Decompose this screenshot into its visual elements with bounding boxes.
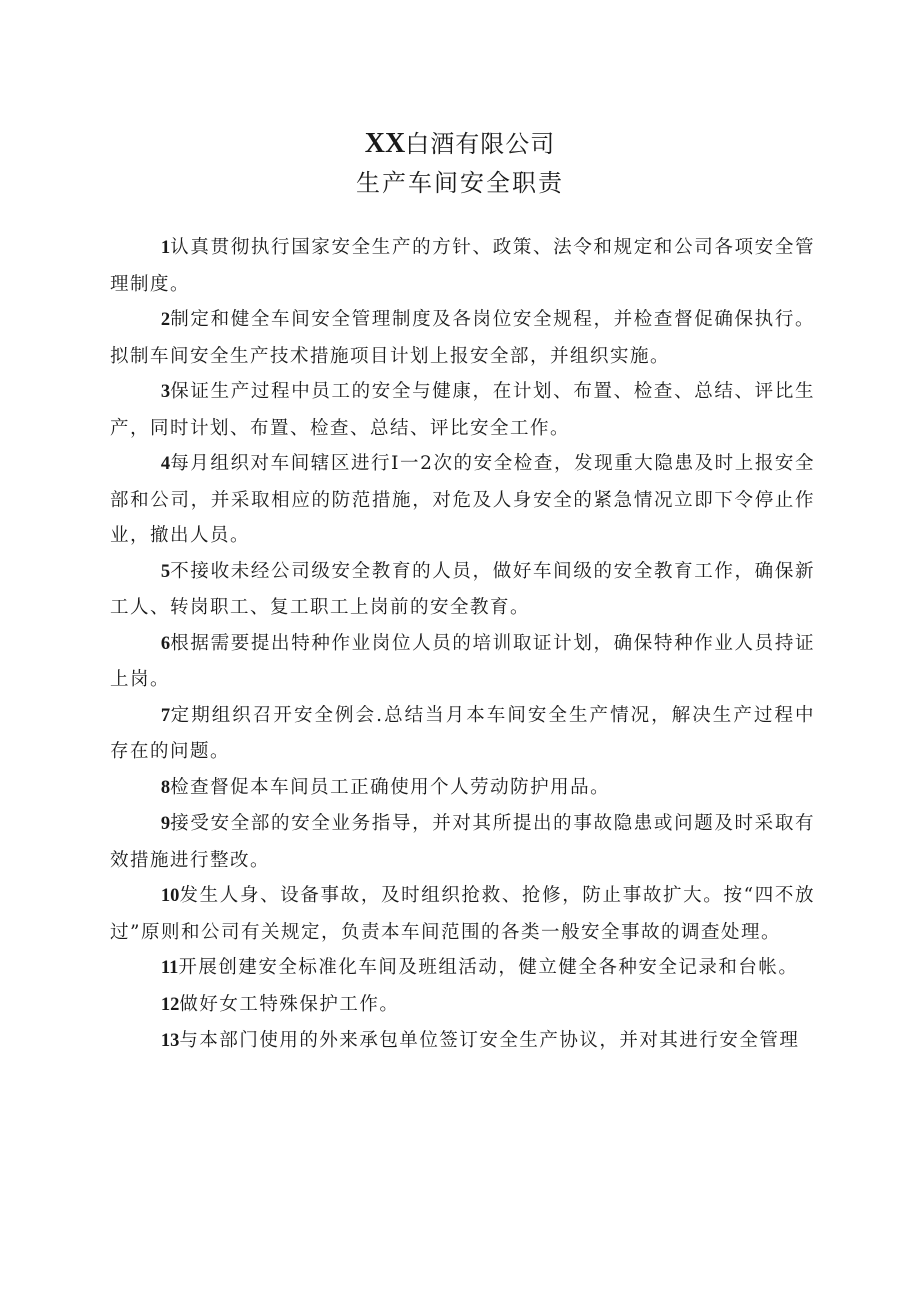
duty-number: 7 <box>160 705 171 726</box>
duty-number: 13 <box>160 1031 180 1051</box>
duty-text: 与本部门使用的外来承包单位签订安全生产协议，并对其进行安全管理 <box>179 1030 800 1051</box>
duty-number: 8 <box>160 777 171 798</box>
duty-text: 做好女工特殊保护工作。 <box>179 993 400 1015</box>
duty-number: 4 <box>160 454 171 474</box>
duty-text: 认真贯彻执行国家安全生产的方针、政策、法令和规定和公司各项安全管理制度。 <box>110 237 815 295</box>
title-block <box>0 125 920 203</box>
duty-number: 6 <box>160 633 171 654</box>
duty-item <box>110 950 815 987</box>
duty-number: 12 <box>160 994 180 1015</box>
duty-text: 定期组织召开安全例会.总结当月本车间安全生产情况，解决生产过程中存在的问题。 <box>110 704 815 762</box>
duty-item <box>110 446 815 554</box>
duty-list <box>110 230 815 1060</box>
duty-item <box>110 878 815 950</box>
duty-number: 5 <box>160 561 171 582</box>
duty-text: 制定和健全车间安全管理制度及各岗位安全规程，并检查督促确保执行。拟制车间安全生产技术措施项目计划上报安全部，并组织实施。 <box>110 309 815 367</box>
duty-number: 9 <box>160 814 171 834</box>
duty-text: 接受安全部的安全业务指导，并对其所提出的事故隐患或问题及时采取有效措施进行整改。 <box>110 813 815 871</box>
duty-item <box>110 806 815 878</box>
duty-number: 11 <box>160 958 179 978</box>
duty-text: 根据需要提出特种作业岗位人员的培训取证计划，确保特种作业人员持证上岗。 <box>110 632 815 690</box>
duty-text: 检查督促本车间员工正确使用个人劳动防护用品。 <box>170 776 611 798</box>
company-name <box>0 125 920 163</box>
duty-text: 每月组织对车间辖区进行I一2次的安全检查，发现重大隐患及时上报安全部和公司，并采取相应的防范措施，对危及人身安全的紧急情况立即下令停止作业，撤出人员。 <box>110 453 815 546</box>
duty-item <box>110 302 815 374</box>
duty-item <box>110 770 815 807</box>
duty-text: 不接收未经公司级安全教育的人员，做好车间级的安全教育工作，确保新工人、转岗职工、复工职工上岗前的安全教育。 <box>110 560 815 618</box>
duty-text: 发生人身、设备事故，及时组织抢救、抢修，防止事故扩大。按“四不放过”原则和公司有关规定，负责本车间范围的各类一般安全事故的调查处理。 <box>110 885 815 943</box>
duty-item <box>110 554 815 626</box>
duty-text: 开展创建安全标准化车间及班组活动，健立健全各种安全记录和台帐。 <box>178 957 799 978</box>
duty-number: 1 <box>160 238 171 258</box>
duty-text: 保证生产过程中员工的安全与健康，在计划、布置、检查、总结、评比生产，同时计划、布置、检查、总结、评比安全工作。 <box>110 381 815 439</box>
document-title: 生产车间安全职责 <box>356 169 564 197</box>
duty-number: 2 <box>160 310 171 330</box>
duty-item <box>110 1023 815 1060</box>
duty-item <box>110 698 815 770</box>
duty-item <box>110 987 815 1024</box>
duty-number: 3 <box>160 382 171 402</box>
company-name-text: 白酒有限公司 <box>405 130 556 158</box>
duty-item <box>110 374 815 446</box>
company-prefix: XX <box>364 128 406 159</box>
duty-item <box>110 230 815 302</box>
duty-number: 10 <box>160 886 180 906</box>
duty-item <box>110 626 815 698</box>
